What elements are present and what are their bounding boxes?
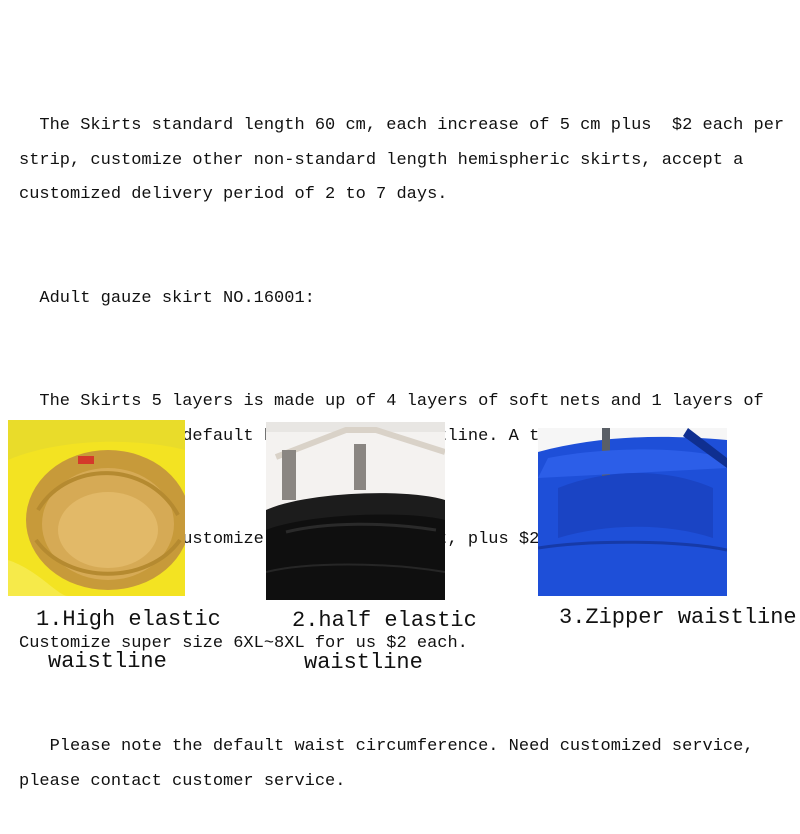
caption-zipper [559, 597, 797, 639]
high-elastic-waistline-photo [8, 420, 185, 596]
half-elastic-waistline-photo [266, 422, 445, 600]
paragraph-note: Please note the default waist circumference. Need customized service, please contact customer service. [19, 737, 764, 791]
caption-high-elastic-line1: 1.High elastic [36, 607, 221, 632]
caption-high-elastic-line2: waistline [48, 649, 167, 674]
paragraph-layers: The Skirts 5 layers is made up of 4 layers of soft nets and 1 layers of default waistline. A [39, 392, 764, 446]
paragraph-length: The Skirts standard length 60 cm, each increase of 5 cm plus $2 each per strip, customize other non-standard length hemispheric skirts, accept a customized delivery period of 2 to 7 days. [19, 116, 795, 204]
zipper-waistline-photo [538, 428, 727, 596]
paragraph-size: Customize super size 6XL~8XL for us $2 each. [19, 633, 468, 653]
caption-half-elastic [292, 600, 477, 684]
paragraph-model: Adult gauze skirt NO.16001: [19, 288, 315, 308]
paragraph-levels: customize plus $2 [172, 530, 540, 549]
caption-half-elastic-line1: 2.half elastic [292, 608, 477, 633]
caption-half-elastic-line2: waistline [304, 650, 423, 675]
caption-zipper-line1: 3.Zipper waistline [559, 605, 797, 630]
caption-high-elastic [36, 599, 221, 683]
